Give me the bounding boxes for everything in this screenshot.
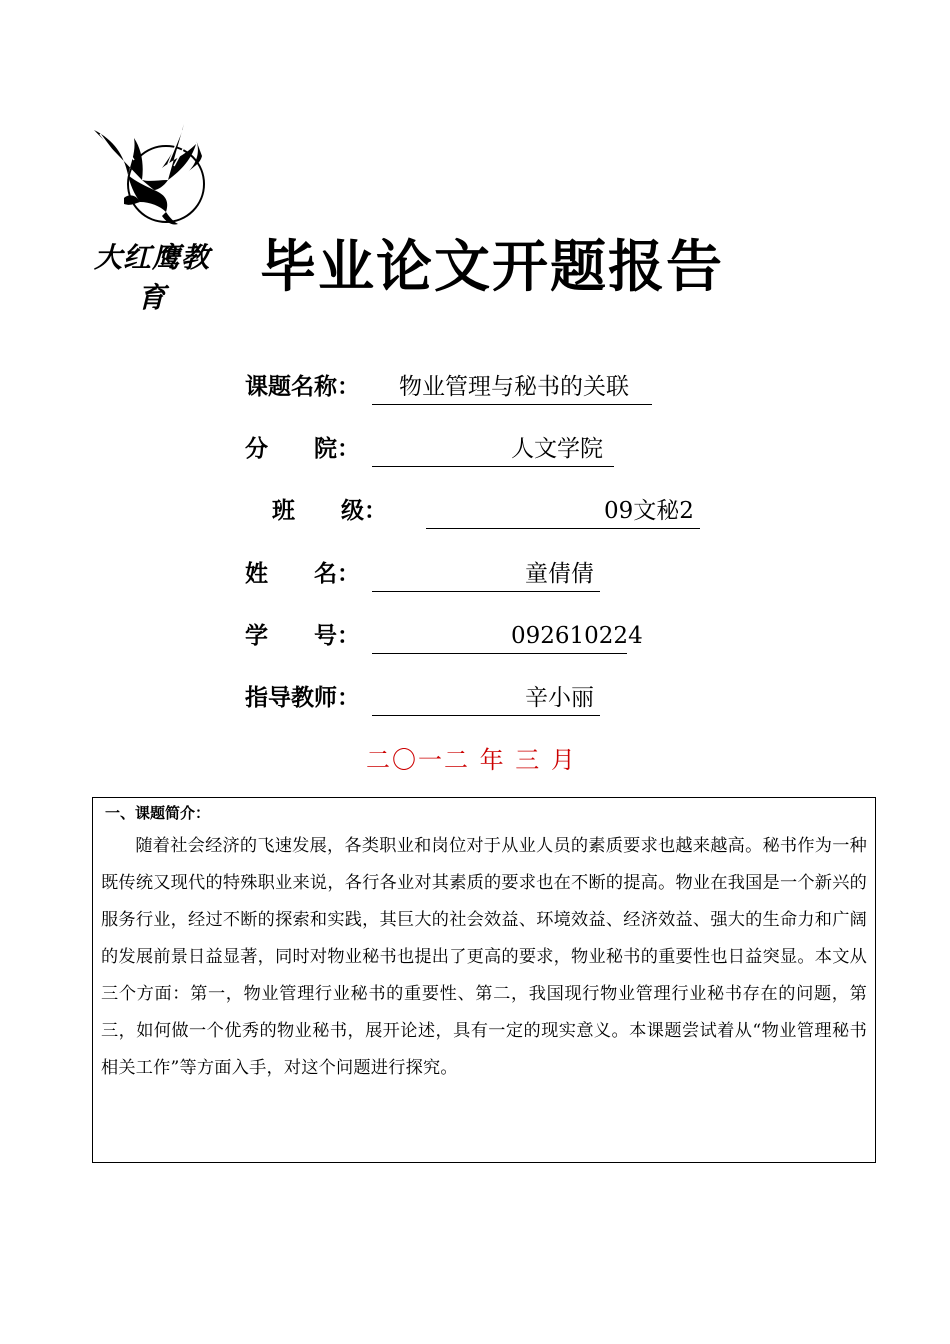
field-value: 童倩倩 <box>525 561 594 587</box>
field-label: 班 级： <box>272 498 387 524</box>
field-value: 辛小丽 <box>525 685 594 711</box>
eagle-logo <box>84 120 220 314</box>
report-date: 二〇一二 年 三 月 <box>366 746 577 774</box>
field-class <box>272 494 712 528</box>
field-advisor <box>245 681 665 715</box>
field-label: 指导教师： <box>245 685 360 711</box>
field-label: 姓 名： <box>245 561 360 587</box>
field-value: 人文学院 <box>511 436 603 462</box>
field-label: 分 院： <box>245 436 360 462</box>
eagle-icon <box>84 120 220 232</box>
field-label: 课题名称： <box>245 374 360 400</box>
field-value: 物业管理与秘书的关联 <box>399 374 629 400</box>
field-topic <box>245 370 665 404</box>
field-value: 09文秘2 <box>604 498 694 524</box>
section-body: 随着社会经济的飞速发展，各类职业和岗位对于从业人员的素质要求也越来越高。秘书作为一种既传统又现代的特殊职业来说，各行各业对其素质的要求也在不断的提高。物业在我国是一个新兴的服务行业，经过不断的探索和实践，其巨大的社会效益、环境效益、经济效益、强大的生命力和广阔的发展前景日益显著，同时对物业秘书也提出了更高的要求，物业秘书的重要性也日益突显。本文从三个方面：第一，物业管理行业秘书的重要性、第二，我国现行物业管理行业秘书存在的问题，第三，如何做一个优秀的物业秘书，展开论述，具有一定的现实意义。本课题尝试着从“物业管理秘书相关工作”等方面入手，对这个问题进行探究。 <box>101 836 867 1078</box>
field-name <box>245 557 665 591</box>
field-college <box>245 432 665 466</box>
page-title: 毕业论文开题报告 <box>260 235 724 300</box>
logo-text: 大红鹰教育 <box>93 241 210 314</box>
field-student-id <box>245 619 665 653</box>
section-heading: 一、课题简介： <box>105 804 211 822</box>
topic-intro-box <box>92 797 876 1163</box>
field-value: 092610224 <box>511 623 643 649</box>
field-label: 学 号： <box>245 623 360 649</box>
